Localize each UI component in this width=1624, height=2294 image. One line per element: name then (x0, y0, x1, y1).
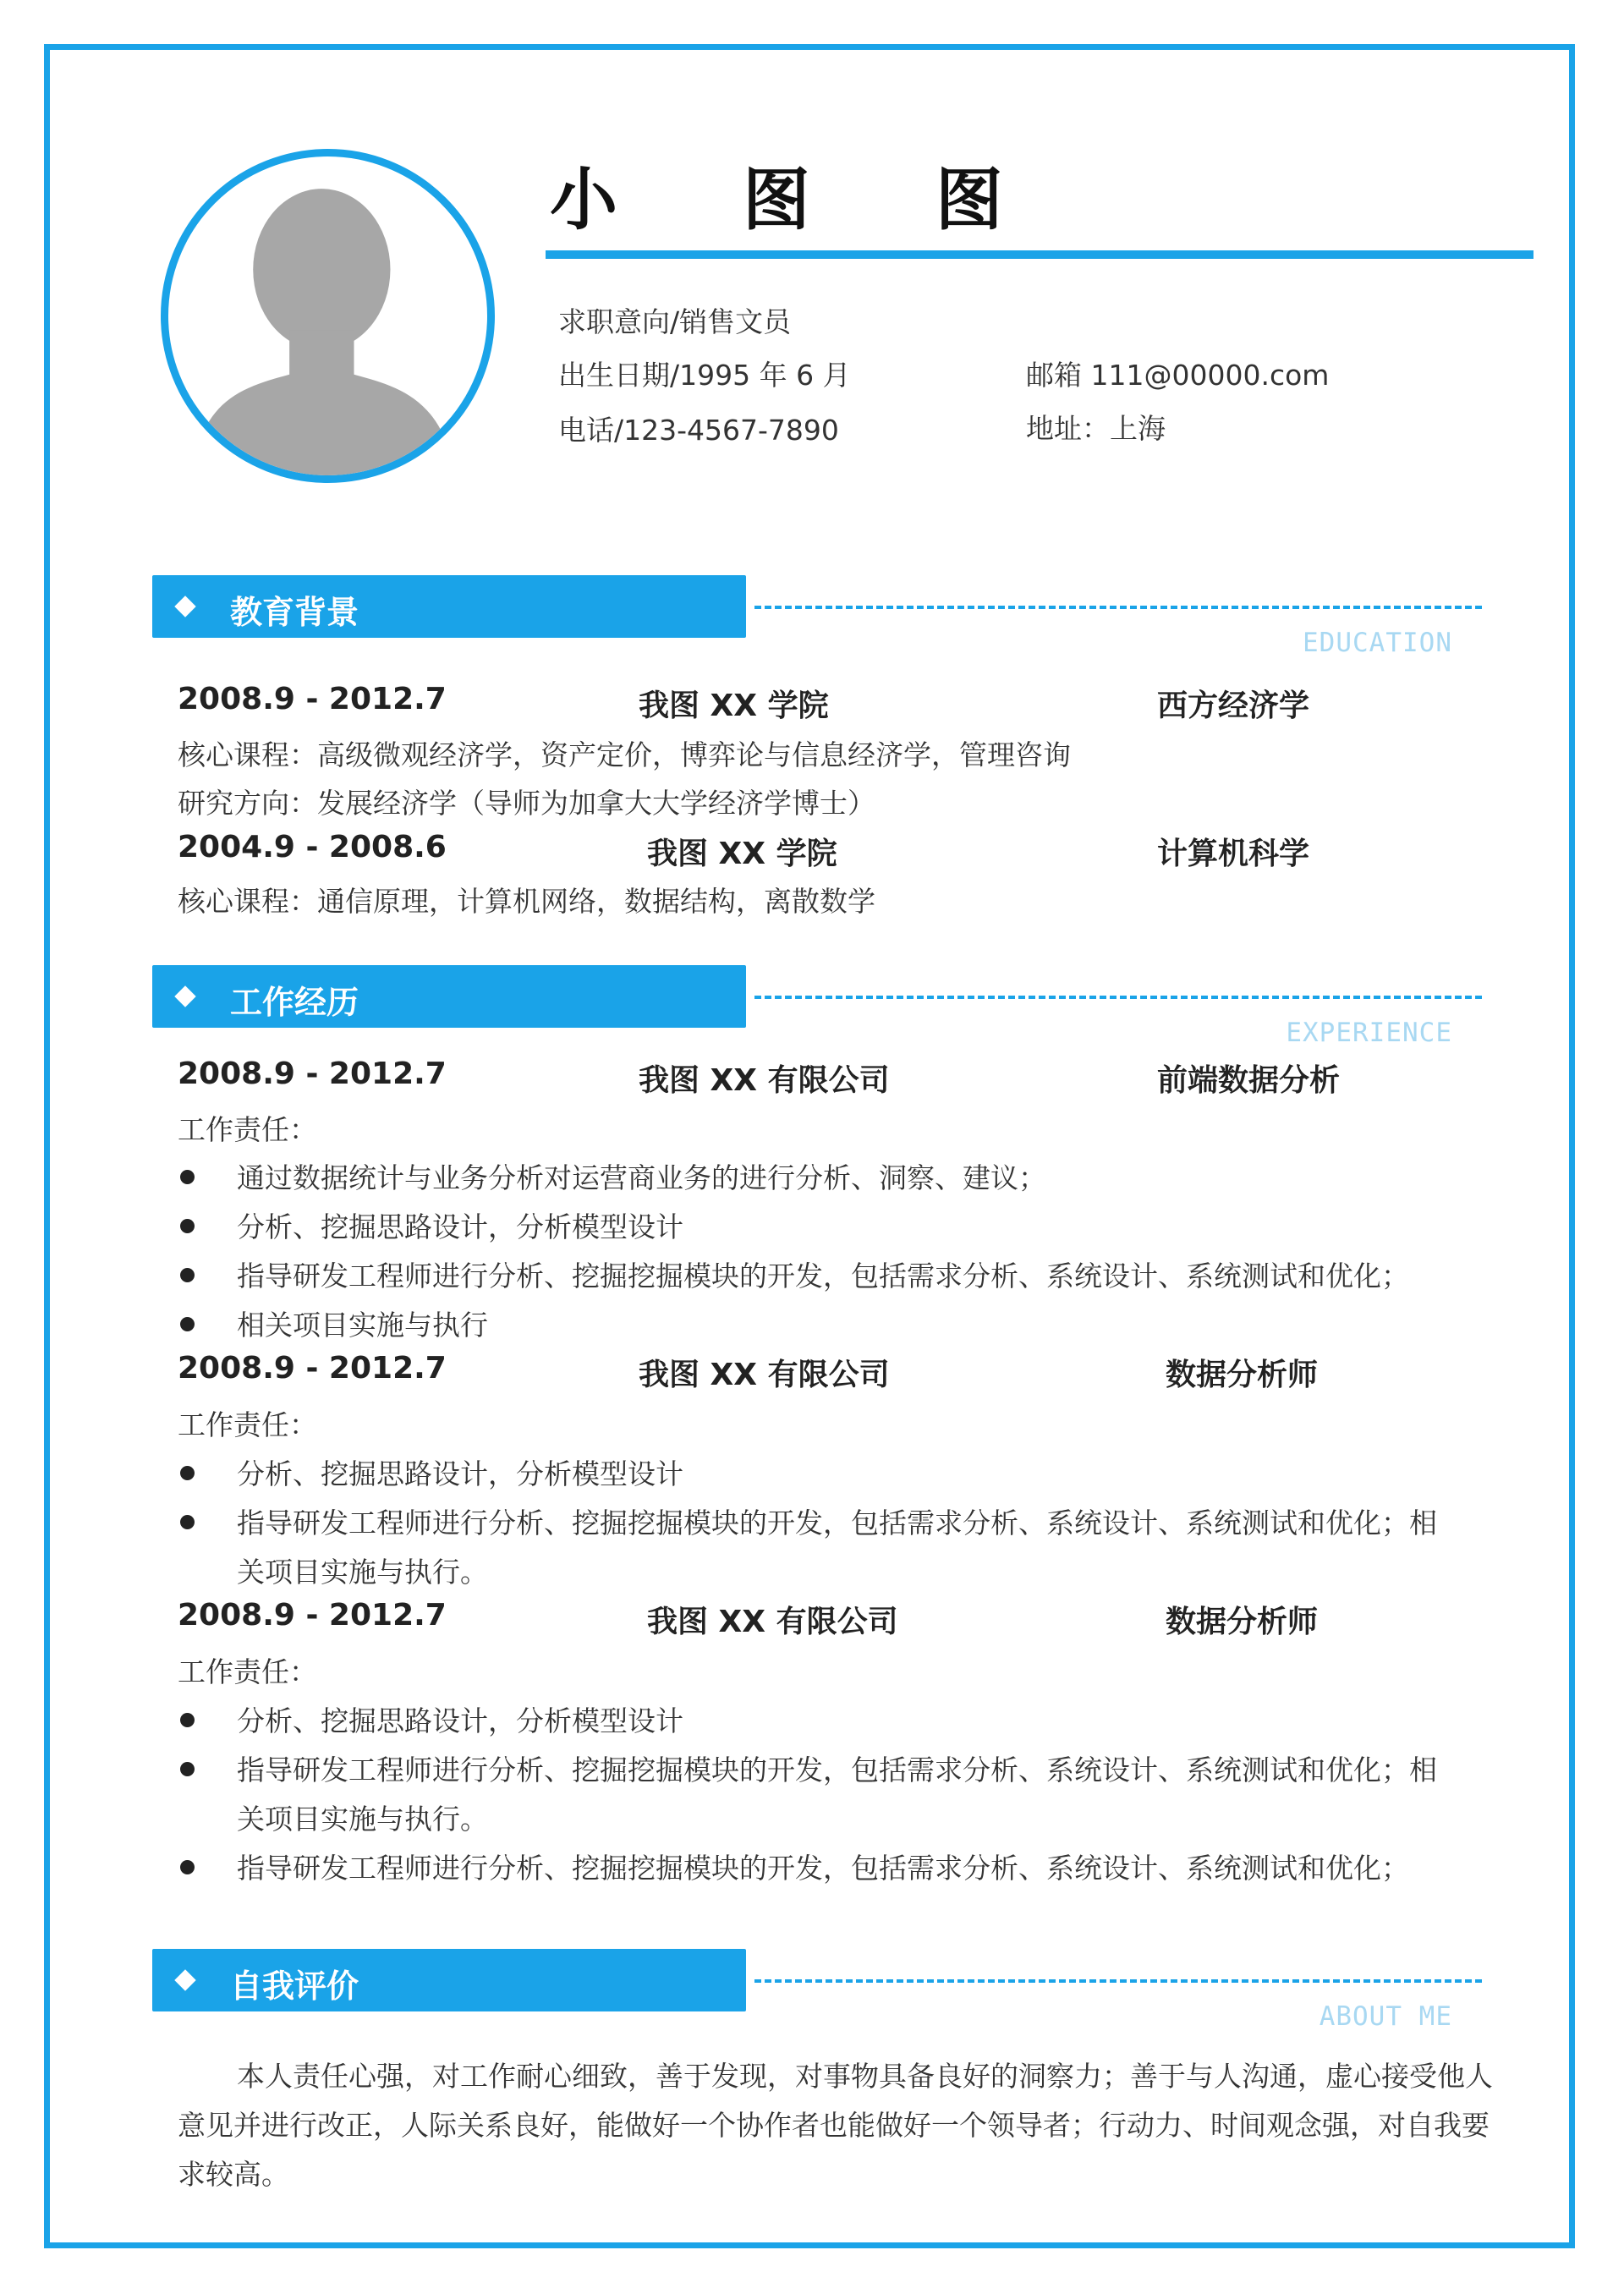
edu-line: 核心课程：通信原理，计算机网络，数据结构，离散数学 (178, 885, 875, 918)
job-company: 我图 XX 有限公司 (647, 1605, 898, 1639)
job-intent: 求职意向/销售文员 (558, 305, 792, 338)
section-en-label: EDUCATION (1303, 628, 1452, 658)
duty-label: 工作责任： (178, 1408, 317, 1441)
job-role: 数据分析师 (1166, 1358, 1319, 1392)
section-header-education (152, 575, 746, 638)
section-divider (754, 996, 1482, 999)
section-en-label: ABOUT ME (1319, 2001, 1452, 2032)
edu-period: 2004.9 - 2008.6 (178, 830, 447, 864)
edu-major: 西方经济学 (1157, 689, 1310, 723)
section-divider (754, 606, 1482, 609)
name-underline (546, 250, 1533, 259)
bullet-icon (180, 1713, 195, 1727)
diamond-icon (174, 1969, 195, 1990)
edu-school: 我图 XX 学院 (647, 837, 837, 871)
phone: 电话/123-4567-7890 (558, 414, 839, 447)
duty-item: 指导研发工程师进行分析、挖掘挖掘模块的开发，包括需求分析、系统设计、系统测试和优化；相 (237, 1506, 1437, 1539)
section-title: 工作经历 (230, 984, 359, 1021)
job-role: 前端数据分析 (1157, 1063, 1341, 1098)
duty-item-cont: 关项目实施与执行。 (237, 1556, 488, 1589)
duty-item: 通过数据统计与业务分析对运营商业务的进行分析、洞察、建议； (237, 1161, 1046, 1194)
duty-item: 分析、挖掘思路设计，分析模型设计 (237, 1457, 683, 1490)
bullet-icon (180, 1515, 195, 1529)
bullet-icon (180, 1317, 195, 1331)
duty-label: 工作责任： (178, 1655, 317, 1688)
self-evaluation: 本人责任心强，对工作耐心细致，善于发现，对事物具备良好的洞察力；善于与人沟通，虚心接受他人意见并进行改正，人际关系良好，能做好一个协作者也能做好一个领导者；行动力、时间观念强，对自我要求较高。 (178, 2060, 1493, 2191)
edu-school: 我图 XX 学院 (639, 689, 829, 723)
edu-major: 计算机科学 (1157, 837, 1310, 871)
job-period: 2008.9 - 2012.7 (178, 1598, 447, 1633)
edu-line: 研究方向：发展经济学（导师为加拿大大学经济学博士） (178, 787, 875, 820)
candidate-name: 小 图 图 (550, 161, 1054, 239)
job-company: 我图 XX 有限公司 (639, 1358, 890, 1392)
avatar (161, 149, 495, 483)
job-role: 数据分析师 (1166, 1605, 1319, 1639)
section-header-experience (152, 965, 746, 1028)
job-company: 我图 XX 有限公司 (639, 1063, 890, 1098)
duty-label: 工作责任： (178, 1113, 317, 1146)
section-divider (754, 1979, 1482, 1983)
bullet-icon (180, 1466, 195, 1480)
section-title: 自我评价 (230, 1967, 359, 2005)
duty-item: 指导研发工程师进行分析、挖掘挖掘模块的开发，包括需求分析、系统设计、系统测试和优化；相 (237, 1753, 1437, 1786)
address: 地址：上海 (1026, 412, 1166, 445)
user-silhouette-icon (168, 156, 487, 475)
section-en-label: EXPERIENCE (1286, 1018, 1452, 1048)
duty-item: 指导研发工程师进行分析、挖掘挖掘模块的开发，包括需求分析、系统设计、系统测试和优化； (237, 1260, 1409, 1292)
bullet-icon (180, 1860, 195, 1874)
bullet-icon (180, 1170, 195, 1184)
job-period: 2008.9 - 2012.7 (178, 1351, 447, 1386)
edu-period: 2008.9 - 2012.7 (178, 682, 447, 716)
bullet-icon (180, 1219, 195, 1233)
job-period: 2008.9 - 2012.7 (178, 1056, 447, 1091)
bullet-icon (180, 1762, 195, 1776)
duty-item: 分析、挖掘思路设计，分析模型设计 (237, 1704, 683, 1737)
bullet-icon (180, 1268, 195, 1282)
diamond-icon (174, 595, 195, 617)
edu-line: 核心课程：高级微观经济学，资产定价，博弈论与信息经济学，管理咨询 (178, 738, 1071, 771)
duty-item-cont: 关项目实施与执行。 (237, 1803, 488, 1836)
section-header-about (152, 1949, 746, 2011)
birth-date: 出生日期/1995 年 6 月 (558, 359, 851, 392)
duty-item: 分析、挖掘思路设计，分析模型设计 (237, 1210, 683, 1243)
duty-item: 相关项目实施与执行 (237, 1309, 488, 1342)
duty-item: 指导研发工程师进行分析、挖掘挖掘模块的开发，包括需求分析、系统设计、系统测试和优化； (237, 1852, 1409, 1885)
email: 邮箱 111@00000.com (1026, 359, 1330, 392)
section-title: 教育背景 (230, 594, 359, 631)
diamond-icon (174, 985, 195, 1007)
